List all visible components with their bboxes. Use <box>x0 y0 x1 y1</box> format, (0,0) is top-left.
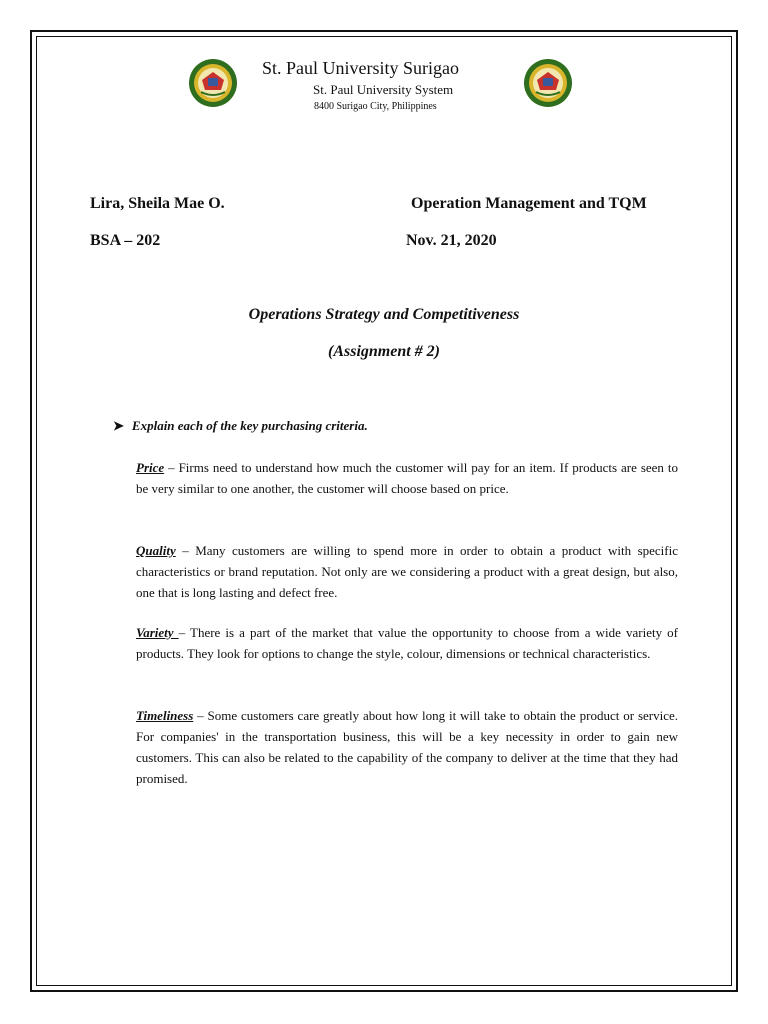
criteria-term: Timeliness <box>136 708 194 723</box>
criteria-paragraph-variety <box>136 622 678 664</box>
university-system: St. Paul University System <box>313 82 454 97</box>
course-title: Operation Management and TQM <box>411 195 647 212</box>
criteria-term: Quality <box>136 543 176 558</box>
submission-date: Nov. 21, 2020 <box>406 232 497 249</box>
university-seal-right-icon <box>523 58 573 108</box>
question-bullet <box>113 418 368 434</box>
student-section: BSA – 202 <box>90 232 161 249</box>
criteria-text: – Many customers are willing to spend more in order to obtain a product with specific characteristics or brand reputation. Not only are we considering a product with a great design, but also, one that is long lasting and defect free. <box>136 543 678 600</box>
arrow-bullet-icon: ➤ <box>113 418 124 433</box>
university-address: 8400 Surigao City, Philippines <box>314 101 437 112</box>
criteria-paragraph-timeliness <box>136 705 678 789</box>
criteria-text: – Some customers care greatly about how long it will take to obtain the product or service. For companies' in the transportation business, this will be a key necessity in order to gain new customers. This can also be related to the capability of the company to deliver at the time that they had promised. <box>136 708 678 786</box>
criteria-text: – Firms need to understand how much the customer will pay for an item. If products are seen to be very similar to one another, the customer will choose based on price. <box>136 460 678 496</box>
question-text: Explain each of the key purchasing criteria. <box>131 418 368 433</box>
criteria-text: – There is a part of the market that value the opportunity to choose from a wide variety of products. They look for options to change the style, colour, dimensions or technical characteristics. <box>136 625 678 661</box>
criteria-term: Variety <box>136 625 179 640</box>
criteria-paragraph-price <box>136 457 678 499</box>
university-seal-left-icon <box>188 58 238 108</box>
criteria-paragraph-quality <box>136 540 678 603</box>
university-name: St. Paul University Surigao <box>262 58 459 78</box>
page-border-inner <box>36 36 732 986</box>
criteria-term: Price <box>136 460 165 475</box>
document-title: Operations Strategy and Competitiveness <box>248 306 520 323</box>
student-name: Lira, Sheila Mae O. <box>90 195 225 212</box>
document-subtitle: (Assignment # 2) <box>327 343 440 360</box>
